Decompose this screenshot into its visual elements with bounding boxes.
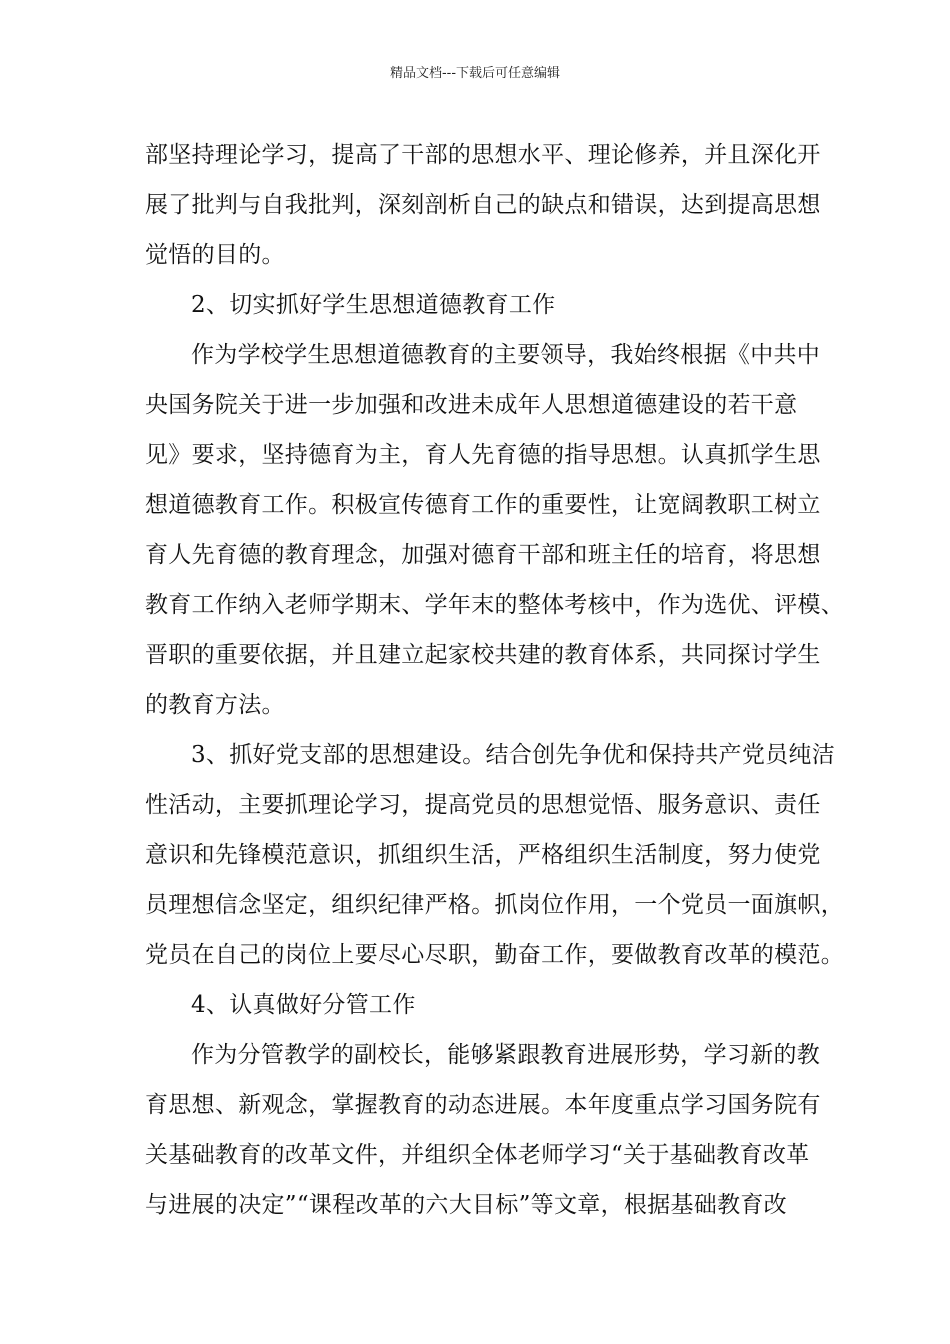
text-line: 晋职的重要依据，并且建立起家校共建的教育体系，共同探讨学生 (145, 642, 821, 668)
section-heading: 4、认真做好分管工作 (191, 992, 416, 1018)
text-line: 育人先育德的教育理念，加强对德育干部和班主任的培育，将思想 (145, 542, 821, 568)
text-line: 想道德教育工作。积极宣传德育工作的重要性，让宽阔教职工树立 (145, 492, 821, 518)
section-heading: 2、切实抓好学生思想道德教育工作 (191, 292, 556, 318)
text-line: 意识和先锋模范意识，抓组织生活，严格组织生活制度，努力使党 (145, 842, 821, 868)
text-line: 作为分管教学的副校长，能够紧跟教育进展形势，学习新的教 (191, 1042, 821, 1068)
text-line: 的教育方法。 (145, 692, 285, 718)
document-body (145, 130, 844, 1230)
text-line: 觉悟的目的。 (145, 242, 285, 268)
text-line: 教育工作纳入老师学期末、学年末的整体考核中，作为选优、评模、 (145, 592, 844, 618)
text-line: 育思想、新观念，掌握教育的动态进展。本年度重点学习国务院有 (145, 1092, 821, 1118)
text-line: 3、抓好党支部的思想建设。结合创先争优和保持共产党员纯洁 (191, 742, 836, 768)
text-line: 与进展的决定”“课程改革的六大目标”等文章，根据基础教育改 (145, 1192, 787, 1218)
text-line: 作为学校学生思想道德教育的主要领导，我始终根据《中共中 (191, 342, 821, 368)
text-line: 部坚持理论学习，提高了干部的思想水平、理论修养，并且深化开 (145, 142, 821, 168)
text-line: 见》要求，坚持德育为主，育人先育德的指导思想。认真抓学生思 (145, 442, 821, 468)
text-line: 员理想信念坚定，组织纪律严格。抓岗位作用，一个党员一面旗帜， (145, 892, 844, 918)
text-line: 党员在自己的岗位上要尽心尽职，勤奋工作，要做教育改革的模范。 (145, 942, 844, 968)
text-line: 展了批判与自我批判，深刻剖析自己的缺点和错误，达到提高思想 (145, 192, 821, 218)
page-header: 精品文档---下载后可任意编辑 (389, 66, 561, 81)
text-line: 关基础教育的改革文件，并组织全体老师学习“关于基础教育改革 (145, 1142, 810, 1168)
text-line: 性活动，主要抓理论学习，提高党员的思想觉悟、服务意识、责任 (145, 792, 821, 818)
text-line: 央国务院关于进一步加强和改进未成年人思想道德建设的若干意 (145, 392, 798, 418)
